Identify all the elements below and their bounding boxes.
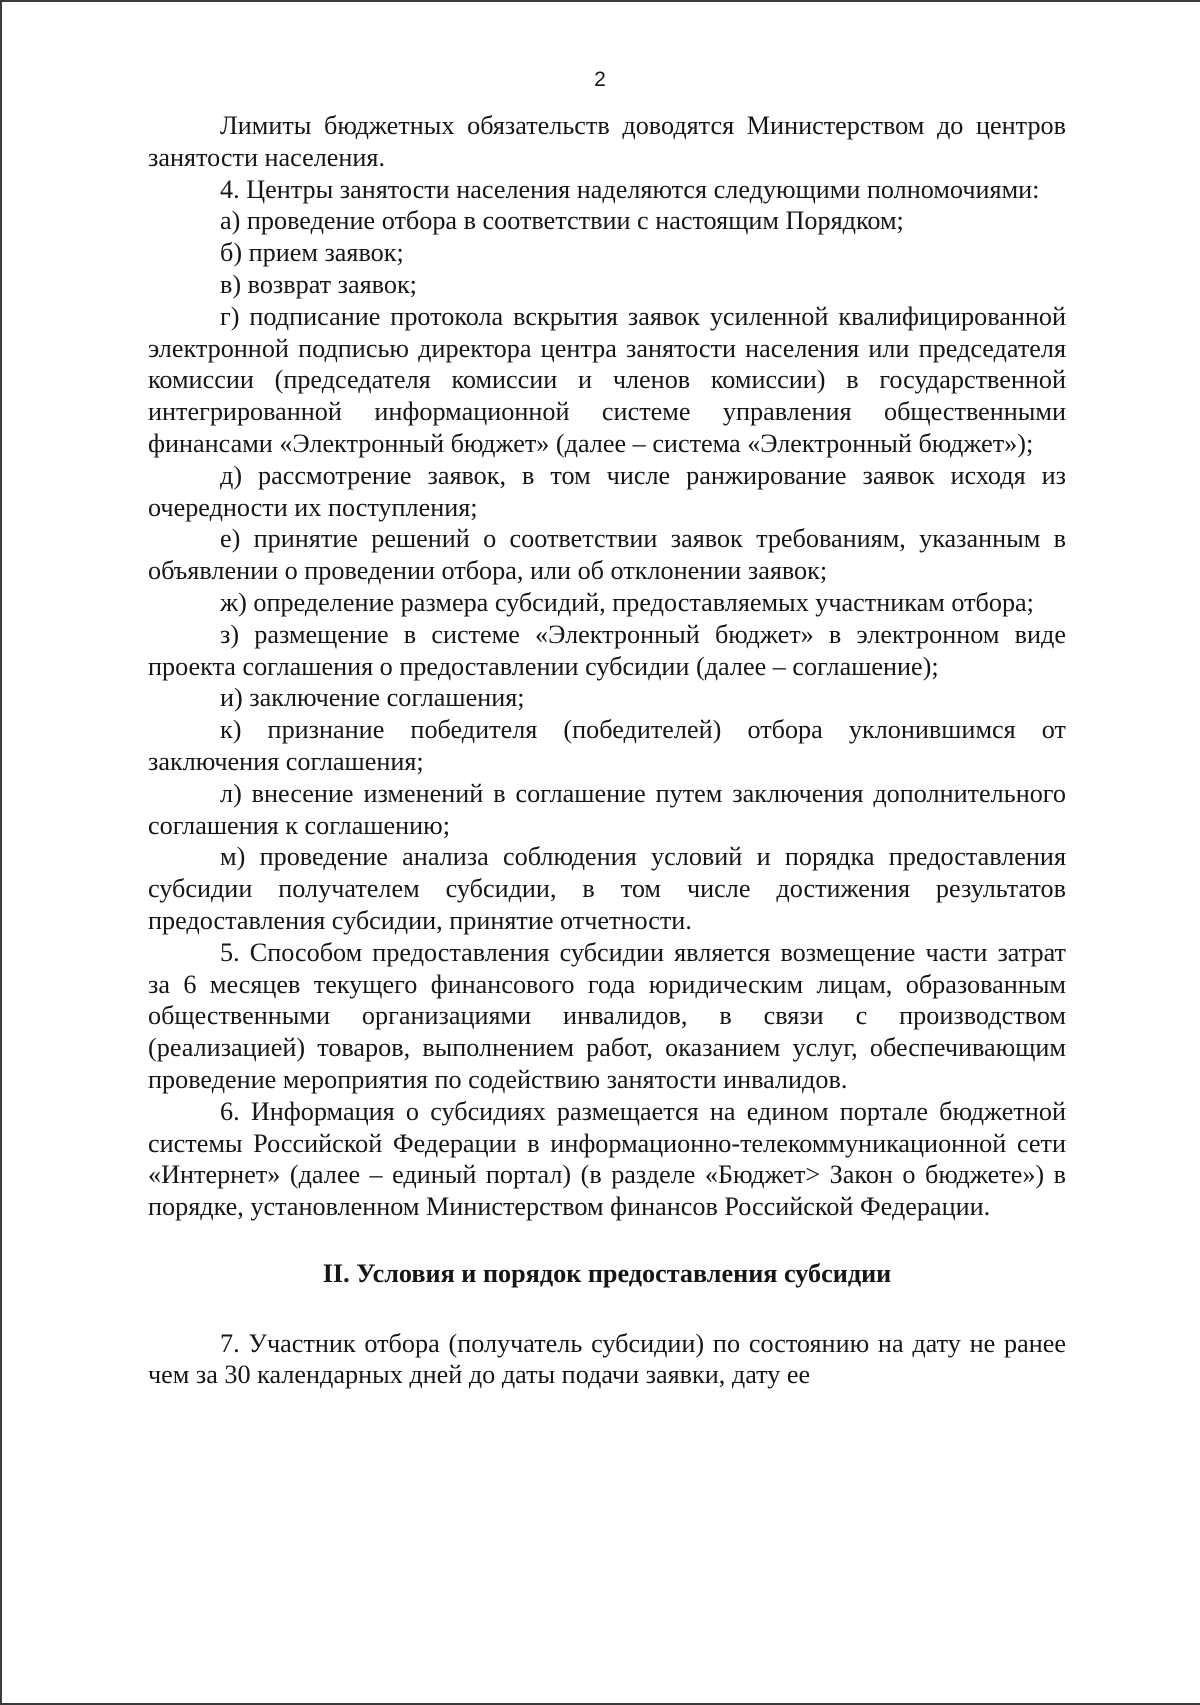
list-item-z: з) размещение в системе «Электронный бюджет» в электронном виде проекта соглашения о предоставлении субсидии (далее – соглашение); bbox=[148, 619, 1066, 681]
page-number: 2 bbox=[594, 68, 606, 91]
list-item-zh: ж) определение размера субсидий, предоставляемых участникам отбора; bbox=[220, 587, 1034, 617]
paragraph-4: 4. Центры занятости населения наделяются следующими полномочиями: bbox=[220, 174, 1040, 204]
list-item-a: а) проведение отбора в соответствии с настоящим Порядком; bbox=[220, 206, 904, 236]
list-item-g: г) подписание протокола вскрытия заявок усиленной квалифицированной электронной подписью директора центра занятости населения или председателя комиссии (председателя комиссии и членов комиссии) в государственной интегрированной информационной системе управления общественными финансами «Электронный бюджет» (далее – система «Электронный бюджет»); bbox=[148, 301, 1066, 458]
paragraph-5: 5. Способом предоставления субсидии является возмещение части затрат за 6 месяцев текущего финансового года юридическим лицам, образованным общественными организациями инвалидов, в связи с производством (реализацией) товаров, выполнением работ, оказанием услуг, обеспечивающим проведение мероприятия по содействию занятости инвалидов. bbox=[148, 937, 1066, 1094]
scan-edge-left bbox=[0, 0, 2, 1705]
list-item-e: е) принятие решений о соответствии заявок требованиям, указанным в объявлении о проведении отбора, или об отклонении заявок; bbox=[148, 524, 1066, 586]
paragraph-6: 6. Информация о субсидиях размещается на едином портале бюджетной системы Российской Федерации в информационно-телекоммуникационной сети «Интернет» (далее – единый портал) (в разделе «Бюджет> Закон о бюджете») в порядке, установленном Министерством финансов Российской Федерации. bbox=[148, 1096, 1066, 1222]
list-item-i: и) заключение соглашения; bbox=[220, 683, 525, 713]
list-item-d: д) рассмотрение заявок, в том числе ранжирование заявок исходя из очередности их поступления; bbox=[148, 460, 1066, 522]
paragraph-limits: Лимиты бюджетных обязательств доводятся Министерством до центров занятости населения. bbox=[148, 111, 1066, 172]
section-heading: II. Условия и порядок предоставления субсидии bbox=[322, 1258, 892, 1288]
list-item-v: в) возврат заявок; bbox=[220, 269, 417, 299]
scan-edge-top bbox=[0, 0, 1200, 2]
list-item-m: м) проведение анализа соблюдения условий и порядка предоставления субсидии получателем субсидии, в том числе достижения результатов предоставления субсидии, принятие отчетности. bbox=[148, 842, 1066, 935]
paragraph-7: 7. Участник отбора (получатель субсидии) по состоянию на дату не ранее чем за 30 календарных дней до даты подачи заявки, дату ее bbox=[148, 1328, 1066, 1390]
list-item-k: к) признание победителя (победителей) отбора уклонившимся от заключения соглашения; bbox=[148, 715, 1066, 776]
document-body bbox=[148, 110, 1066, 1391]
list-item-l: л) внесение изменений в соглашение путем заключения дополнительного соглашения к соглашению; bbox=[148, 778, 1066, 840]
list-item-b: б) прием заявок; bbox=[220, 238, 404, 268]
